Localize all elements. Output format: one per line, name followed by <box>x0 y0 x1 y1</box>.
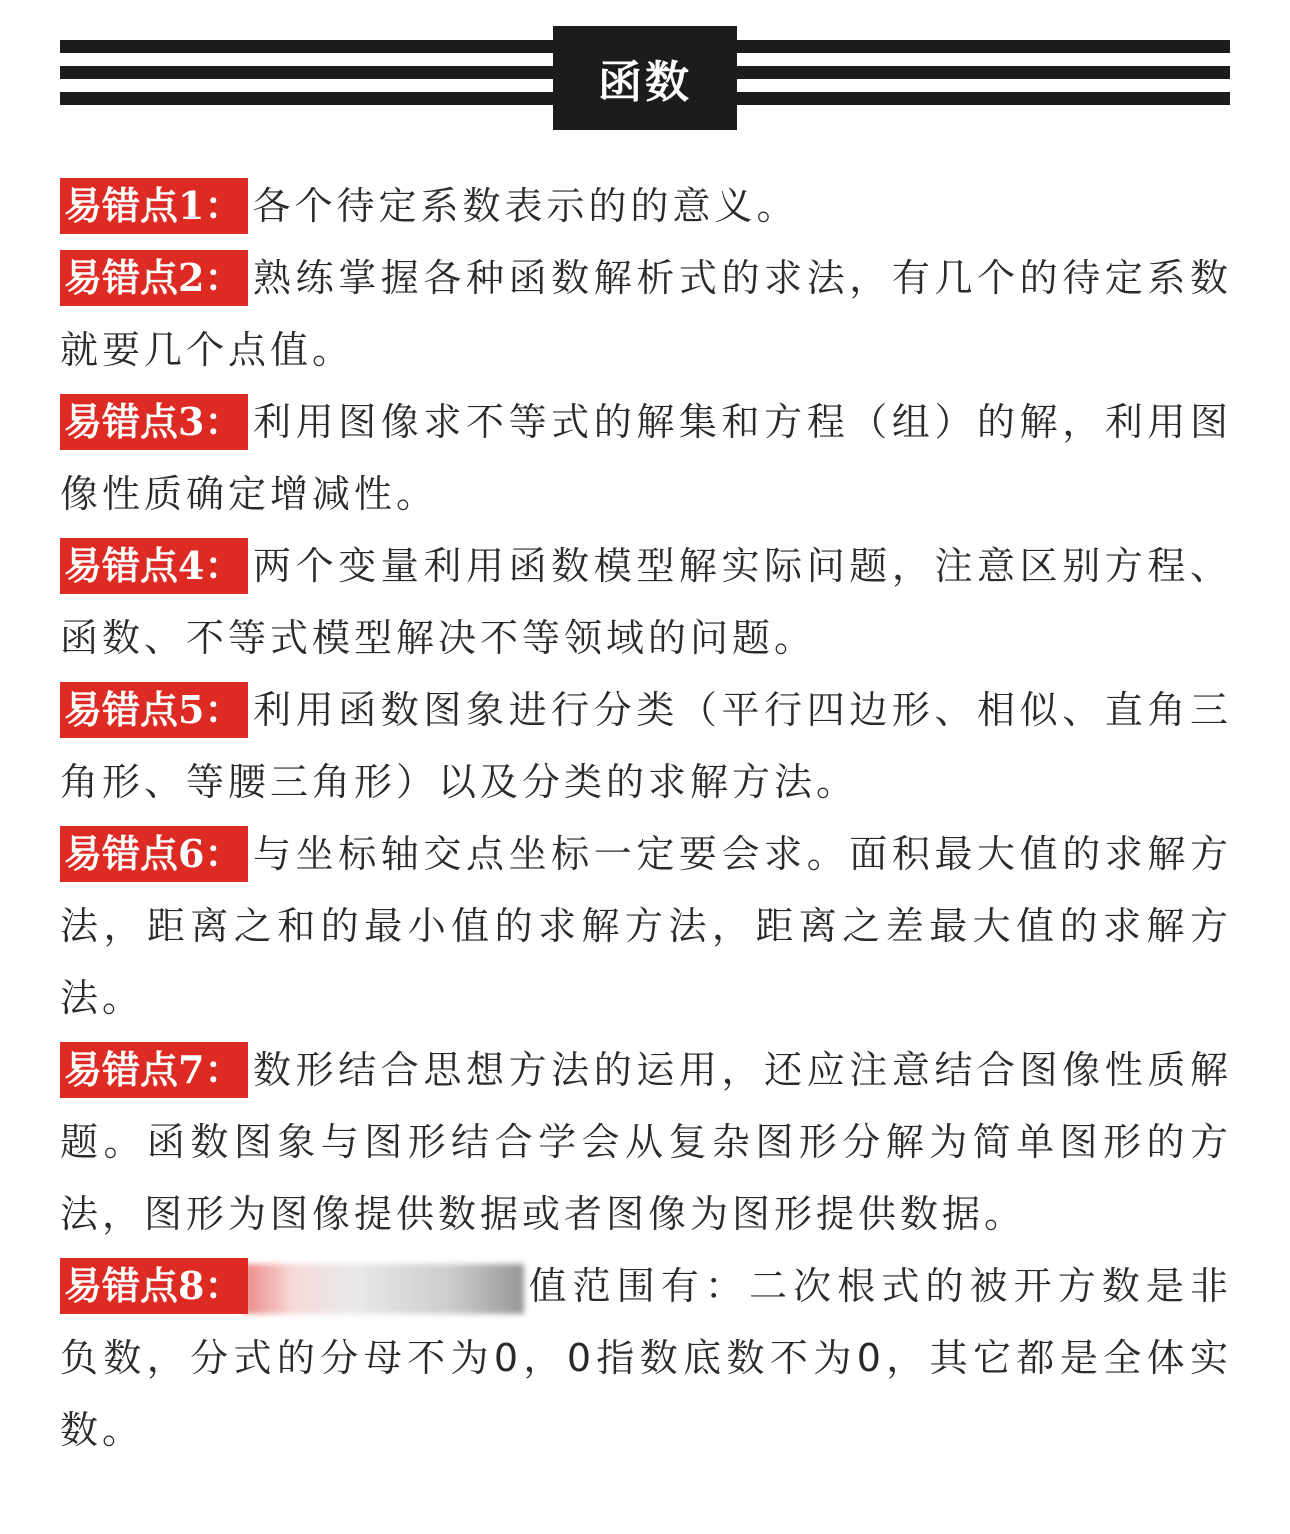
error-point-text: 值范围有：二次根式的被开方数是非负数，分式的分母不为0，0指数底数不为0，其它都是全体实数。 <box>60 1264 1232 1452</box>
error-point-3 <box>60 386 1232 530</box>
error-point-tag: 易错点3： <box>60 394 248 450</box>
error-point-5 <box>60 674 1232 818</box>
error-point-tag: 易错点8： <box>60 1258 248 1314</box>
error-point-1 <box>60 170 1232 242</box>
error-point-tag: 易错点7： <box>60 1042 248 1098</box>
error-point-text: 熟练掌握各种函数解析式的求法，有几个的待定系数就要几个点值。 <box>60 256 1232 372</box>
error-point-2 <box>60 242 1232 386</box>
error-point-text: 各个待定系数表示的的意义。 <box>252 184 799 228</box>
redacted-blur <box>244 1264 524 1314</box>
error-point-7 <box>60 1034 1232 1250</box>
section-title: 函数 <box>553 26 737 130</box>
error-point-6 <box>60 818 1232 1034</box>
error-point-tag: 易错点1： <box>60 178 248 234</box>
error-point-text: 利用图像求不等式的解集和方程（组）的解，利用图像性质确定增减性。 <box>60 400 1232 516</box>
section-header <box>60 26 1230 132</box>
error-point-text: 两个变量利用函数模型解实际问题，注意区别方程、函数、不等式模型解决不等领域的问题。 <box>60 544 1232 660</box>
error-point-8 <box>60 1250 1232 1466</box>
error-point-tag: 易错点4： <box>60 538 248 594</box>
error-point-text: 利用函数图象进行分类（平行四边形、相似、直角三角形、等腰三角形）以及分类的求解方法。 <box>60 688 1232 804</box>
error-point-tag: 易错点5： <box>60 682 248 738</box>
error-point-text: 与坐标轴交点坐标一定要会求。面积最大值的求解方法，距离之和的最小值的求解方法，距离之差最大值的求解方法。 <box>60 832 1232 1020</box>
error-point-tag: 易错点2： <box>60 250 248 306</box>
error-point-4 <box>60 530 1232 674</box>
error-point-text: 数形结合思想方法的运用，还应注意结合图像性质解题。函数图象与图形结合学会从复杂图形分解为简单图形的方法，图形为图像提供数据或者图像为图形提供数据。 <box>60 1048 1232 1236</box>
error-point-tag: 易错点6： <box>60 826 248 882</box>
error-points-list <box>60 170 1232 1466</box>
